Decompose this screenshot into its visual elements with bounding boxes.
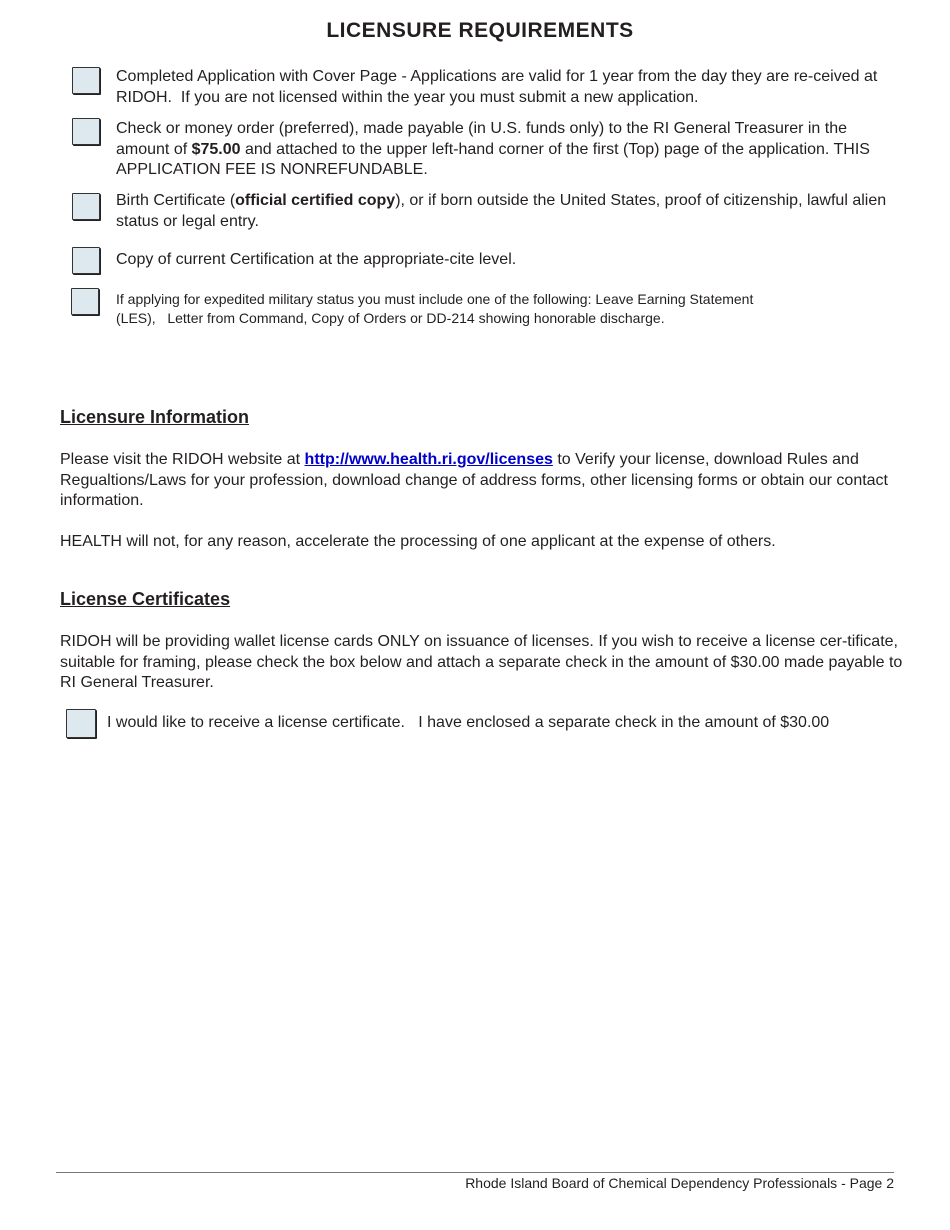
requirement-emphasis: official certified copy (235, 192, 396, 209)
paragraph-text: to Verify your license, download Rules and Regualtions/Laws for your profession, download change of address forms, other licensing forms or obtain our contact information. (60, 451, 888, 509)
requirement-text (116, 290, 856, 328)
requirement-text-part: Check or money order (preferred), made payable (in U.S. funds only) to the RI General Treasurer in the amount of (116, 120, 848, 158)
requirement-text-part: Birth Certificate ( (116, 192, 236, 209)
license-certificates-heading: License Certificates (60, 589, 231, 609)
licensure-info-heading: Licensure Information (60, 407, 250, 427)
requirement-checkbox-fee[interactable] (72, 118, 100, 145)
ridoh-licenses-link[interactable]: http://www.health.ri.gov/licenses (304, 451, 553, 468)
requirement-text: Copy of current Certification at the appropriate-cite level. (116, 251, 517, 268)
license-certificates-paragraph: RIDOH will be providing wallet license cards ONLY on issuance of licenses. If you wish to receive a license cer-tificate, suitable for framing, please check the box below and attach a separate check in the amount of $30.00 made payable to RI General Treasurer. (60, 633, 903, 691)
requirement-checkbox-military[interactable] (71, 288, 99, 315)
page-title: LICENSURE REQUIREMENTS (326, 19, 634, 42)
requirement-text-line: (LES), Letter from Command, Copy of Orders or DD-214 showing honorable discharge. (116, 310, 665, 326)
requirement-checkbox-certification[interactable] (72, 247, 100, 274)
page-footer: Rhode Island Board of Chemical Dependency Professionals - Page 2 (465, 1175, 894, 1191)
certificate-request-label: I would like to receive a license certificate. I have enclosed a separate check in the amount of $30.00 (107, 714, 830, 731)
fee-amount: $75.00 (191, 140, 241, 158)
requirement-checkbox-application[interactable] (72, 67, 100, 94)
certificate-request-checkbox[interactable] (66, 709, 96, 738)
requirement-checkbox-birth-certificate[interactable] (72, 193, 100, 220)
requirement-text-part: and attached to the upper left-hand corner of the first (Top) page of the application. THIS APPLICATION FEE IS NONREFUNDABLE. (116, 140, 870, 178)
processing-notice: HEALTH will not, for any reason, accelerate the processing of one applicant at the expense of others. (60, 533, 776, 550)
requirement-text-part: Completed Application with Cover Page - Applications are valid for 1 year from the day they are re-ceived at RIDOH. If you are not licensed within the year you must submit a new application. (116, 68, 878, 106)
requirement-text (116, 67, 901, 108)
requirement-text (116, 191, 901, 232)
requirement-text (116, 119, 901, 181)
paragraph-text: Please visit the RIDOH website at (60, 451, 305, 468)
requirement-text-line: If applying for expedited military status you must include one of the following: Leave Earning Statement (116, 291, 754, 307)
requirement-text-part: ), or if born outside the United States, proof of citizenship, lawful alien status or legal entry. (116, 192, 887, 230)
footer-divider (56, 1172, 894, 1173)
licensure-info-paragraph (60, 450, 903, 512)
